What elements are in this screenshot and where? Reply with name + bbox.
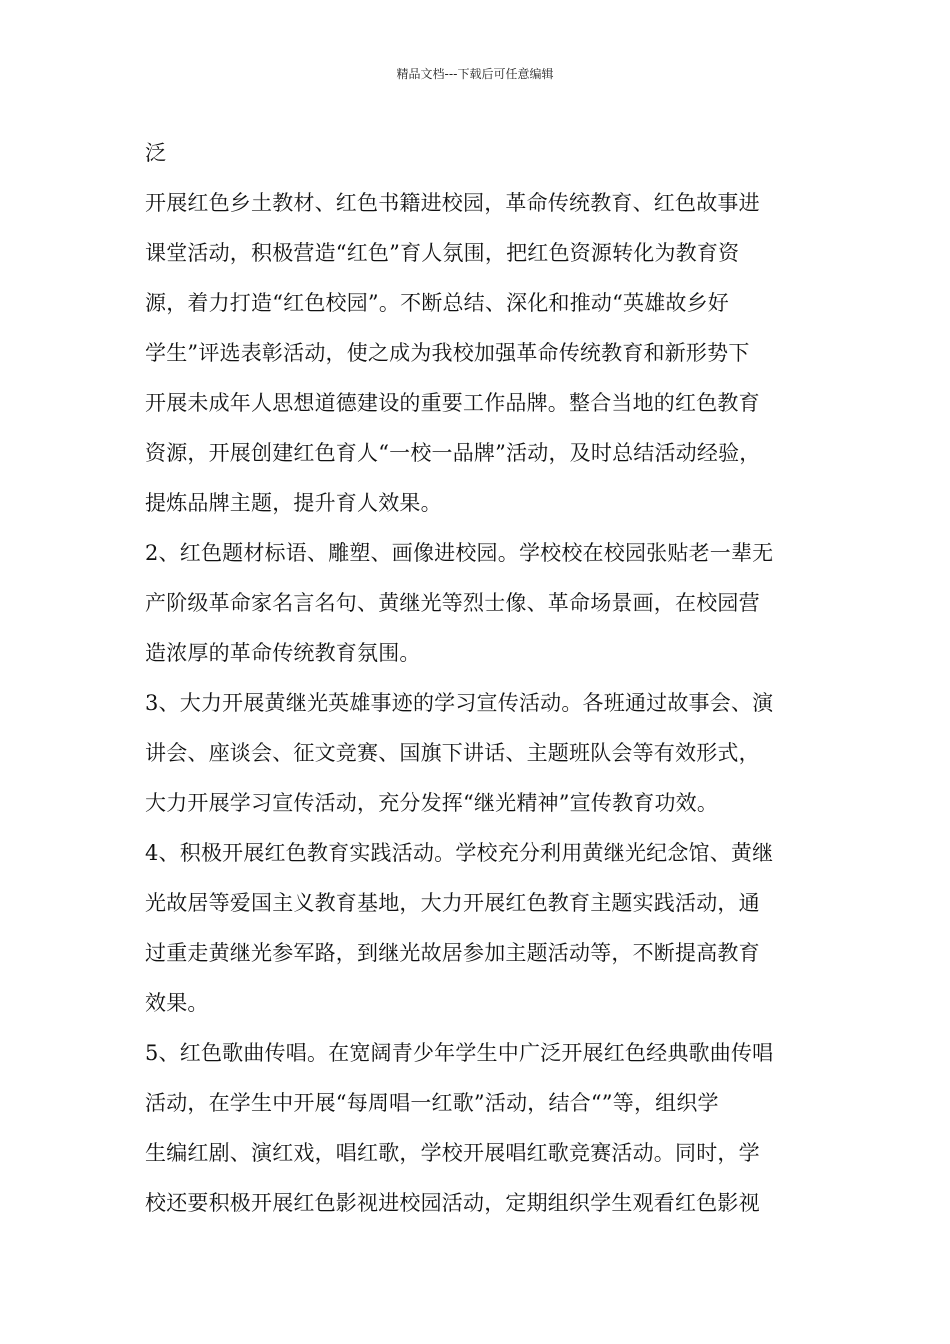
text-line: 3、大力开展黄继光英雄事迹的学习宣传活动。各班通过故事会、演: [145, 691, 774, 715]
text-line: 大力开展学习宣传活动，充分发挥“继光精神”宣传教育功效。: [145, 791, 719, 815]
text-line: 活动，在学生中开展“每周唱一红歌”活动，结合“”等，组织学: [145, 1091, 719, 1115]
text-line: 校还要积极开展红色影视进校园活动，定期组织学生观看红色影视: [145, 1191, 760, 1215]
text-line: 造浓厚的革命传统教育氛围。: [145, 641, 421, 665]
text-line: 开展红色乡土教材、红色书籍进校园，革命传统教育、红色故事进: [145, 191, 760, 215]
text-line: 生编红剧、演红戏，唱红歌，学校开展唱红歌竞赛活动。同时，学: [145, 1141, 760, 1165]
text-line: 泛: [145, 141, 167, 165]
text-line: 开展未成年人思想道德建设的重要工作品牌。整合当地的红色教育: [145, 391, 760, 415]
text-line: 光故居等爱国主义教育基地，大力开展红色教育主题实践活动，通: [145, 891, 760, 915]
text-line: 5、红色歌曲传唱。在宽阔青少年学生中广泛开展红色经典歌曲传唱: [145, 1041, 774, 1065]
text-line: 2、红色题材标语、雕塑、画像进校园。学校校在校园张贴老一辈无: [145, 541, 774, 565]
text-line: 提炼品牌主题，提升育人效果。: [145, 491, 442, 515]
text-line: 资源，开展创建红色育人“一校一品牌”活动，及时总结活动经验，: [145, 441, 761, 465]
text-line: 学生”评选表彰活动，使之成为我校加强革命传统教育和新形势下: [145, 341, 750, 365]
text-line: 源，着力打造“红色校园”。不断总结、深化和推动“英雄故乡好: [145, 291, 730, 315]
text-line: 产阶级革命家名言名句、黄继光等烈士像、革命场景画，在校园营: [145, 591, 760, 615]
page-header: 精品文档---下载后可任意编辑: [396, 67, 554, 81]
body-text: [145, 128, 825, 1228]
text-line: 效果。: [145, 991, 209, 1015]
text-line: 过重走黄继光参军路，到继光故居参加主题活动等，不断提高教育: [145, 941, 760, 965]
text-line: 4、积极开展红色教育实践活动。学校充分利用黄继光纪念馆、黄继: [145, 841, 774, 865]
text-line: 课堂活动，积极营造“红色”育人氛围，把红色资源转化为教育资: [145, 241, 740, 265]
text-line: 讲会、座谈会、征文竞赛、国旗下讲话、主题班队会等有效形式，: [145, 741, 760, 765]
